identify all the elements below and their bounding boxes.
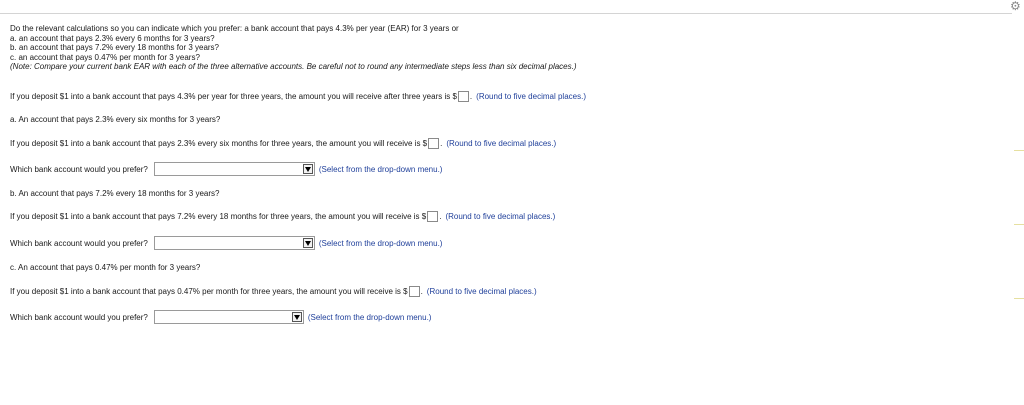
part-a-heading (10, 112, 220, 126)
prefer-select-b[interactable] (154, 236, 315, 250)
question-base: If you deposit $1 into a bank account that pays 4.3% per year for three years, the amount you will receive after three years is $ . (Round to five decimal places.) (10, 91, 586, 101)
chevron-down-icon[interactable] (303, 238, 313, 248)
header-divider (0, 13, 1012, 14)
margin-marker (1014, 150, 1024, 151)
problem-statement (10, 24, 577, 72)
round-hint: (Round to five decimal places.) (445, 211, 556, 221)
part-b-heading (10, 186, 219, 200)
answer-input-a[interactable] (428, 138, 439, 149)
question-b: If you deposit $1 into a bank account that pays 7.2% every 18 months for three years, the amount you will receive is $ . (Round to five decimal places.) (10, 211, 556, 221)
question-text: If you deposit $1 into a bank account that pays 0.47% per month for three years, the amount you will receive is $ (10, 286, 408, 296)
part-b-heading-text: b. An account that pays 7.2% every 18 months for 3 years? (10, 188, 220, 198)
select-hint: (Select from the drop-down menu.) (307, 312, 432, 322)
intro-note: (Note: Compare your current bank EAR with each of the three alternative accounts. Be careful not to round any intermediate steps less than six decimal places.) (10, 62, 577, 71)
prefer-select-c[interactable] (154, 310, 304, 324)
prefer-c (10, 310, 431, 324)
intro-option-b: b. an account that pays 7.2% every 18 months for 3 years? (10, 43, 220, 52)
prefer-b (10, 236, 442, 250)
part-c-heading-text: c. An account that pays 0.47% per month for 3 years? (10, 262, 201, 272)
intro-option-a: a. an account that pays 2.3% every 6 months for 3 years? (10, 33, 215, 43)
round-hint: (Round to five decimal places.) (426, 286, 537, 296)
part-c-heading (10, 260, 200, 274)
prefer-select-a[interactable] (154, 162, 315, 176)
intro-line: Do the relevant calculations so you can indicate which you prefer: a bank account that pays 4.3% per year (EAR) for 3 years or (10, 24, 459, 33)
select-hint: (Select from the drop-down menu.) (318, 238, 443, 248)
question-c: If you deposit $1 into a bank account that pays 0.47% per month for three years, the amount you will receive is $ . (Round to five decimal places.) (10, 286, 537, 296)
question-a: If you deposit $1 into a bank account that pays 2.3% every six months for three years, the amount you will receive is $ . (Round to five decimal places.) (10, 138, 557, 148)
prefer-a (10, 162, 442, 176)
prefer-label: Which bank account would you prefer? (10, 312, 148, 322)
gear-icon[interactable]: ⚙ (1010, 0, 1021, 13)
answer-input-c[interactable] (409, 286, 420, 297)
margin-marker (1014, 298, 1024, 299)
margin-marker (1014, 224, 1024, 225)
round-hint: (Round to five decimal places.) (476, 91, 586, 101)
prefer-label: Which bank account would you prefer? (10, 164, 148, 174)
round-hint: (Round to five decimal places.) (446, 138, 557, 148)
select-hint: (Select from the drop-down menu.) (318, 164, 443, 174)
question-text: If you deposit $1 into a bank account that pays 2.3% every six months for three years, the amount you will receive is $ (10, 138, 428, 148)
chevron-down-icon[interactable] (292, 312, 302, 322)
prefer-label: Which bank account would you prefer? (10, 238, 148, 248)
intro-option-c: c. an account that pays 0.47% per month for 3 years? (10, 52, 200, 62)
question-text: If you deposit $1 into a bank account that pays 7.2% every 18 months for three years, the amount you will receive is $ (10, 211, 427, 221)
question-text: If you deposit $1 into a bank account that pays 4.3% per year for three years, the amount you will receive after three years is $ (10, 91, 457, 101)
answer-input-b[interactable] (427, 211, 438, 222)
chevron-down-icon[interactable] (303, 164, 313, 174)
part-a-heading-text: a. An account that pays 2.3% every six months for 3 years? (10, 114, 221, 124)
answer-input-base[interactable] (458, 91, 469, 102)
